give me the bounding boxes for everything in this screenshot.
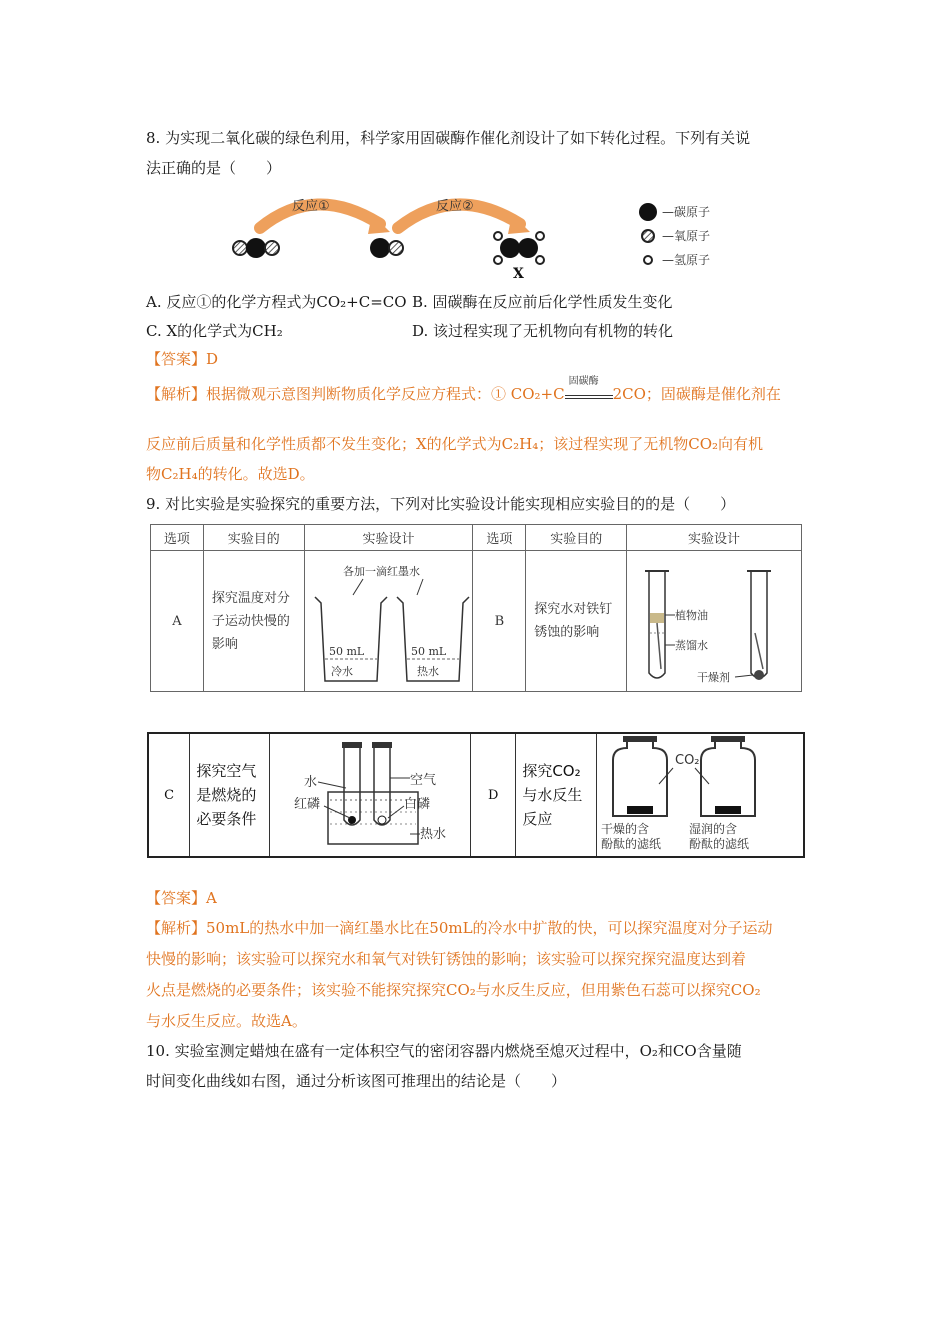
catalyst-equals bbox=[565, 376, 613, 399]
option-a-design bbox=[304, 551, 473, 692]
option-c-design bbox=[270, 733, 471, 857]
option-c-letter: C bbox=[148, 733, 190, 857]
atom-legend bbox=[639, 203, 710, 267]
q10-stem-line2: 时间变化曲线如右图，通过分析该图可推理出的结论是（ ） bbox=[146, 1072, 567, 1090]
q9-table-ab bbox=[150, 524, 802, 692]
header-option-2: 选项 bbox=[473, 525, 526, 551]
red-ink-note: 各加一滴红墨水 bbox=[342, 565, 420, 578]
option-a-purpose: 探究温度对分子运动快慢的影响 bbox=[203, 551, 304, 692]
tube-red-p bbox=[344, 744, 360, 825]
q8-option-d: D. 该过程实现了无机物向有机物的转化 bbox=[412, 322, 674, 340]
dry-paper-label-1: 干燥的含 bbox=[601, 822, 650, 836]
reaction2-label: 反应② bbox=[436, 199, 474, 214]
bottle-dry bbox=[613, 738, 667, 816]
q9-stem: 9. 对比实验是实验探究的重要方法，下列对比实验设计能实现相应实验目的的是（ ） bbox=[146, 495, 736, 513]
oxygen-legend-icon bbox=[642, 230, 654, 242]
option-d-design bbox=[597, 733, 805, 857]
header-design-2: 实验设计 bbox=[627, 525, 802, 551]
header-design: 实验设计 bbox=[304, 525, 473, 551]
red-p-label: 红磷 bbox=[294, 797, 321, 812]
q8-answer: 【答案】D bbox=[146, 350, 219, 368]
hydrogen-legend-icon bbox=[644, 256, 652, 264]
q9-table-cd bbox=[147, 732, 805, 858]
q8-explanation-line1 bbox=[146, 376, 781, 404]
q9-explanation-line1: 【解析】50mL的热水中加一滴红墨水比在50mL的冷水中扩散的快，可以探究温度对分子运动 bbox=[146, 919, 773, 937]
wet-paper-label-1: 湿润的含 bbox=[689, 822, 738, 836]
q9-header-row bbox=[151, 525, 802, 551]
q8-exp-part2: 2CO；固碳酶是催化剂在 bbox=[612, 385, 781, 403]
wet-paper-label-2: 酚酞的滤纸 bbox=[689, 837, 750, 851]
desiccant bbox=[754, 670, 764, 680]
q9-explanation-line2: 快慢的影响；该实验可以探究水和氧气对铁钉锈蚀的影响；该实验可以探究探究温度达到着 bbox=[146, 950, 747, 968]
header-option: 选项 bbox=[151, 525, 204, 551]
reaction1-label: 反应① bbox=[292, 199, 330, 214]
legend-hydrogen: —氢原子 bbox=[662, 253, 711, 267]
oil-label: 植物油 bbox=[675, 609, 709, 622]
beaker-hot-volume: 50 mL bbox=[410, 645, 446, 658]
tube-white-p bbox=[374, 744, 390, 825]
q8-stem-line2: 法正确的是（ ） bbox=[146, 159, 282, 177]
co-molecule bbox=[370, 238, 403, 258]
q8-explanation-line2: 反应前后质量和化学性质都不发生变化；X的化学式为C₂H₄；该过程实现了无机物CO₂向有机 bbox=[146, 435, 764, 453]
beaker-cold-label: 冷水 bbox=[330, 665, 353, 678]
co2-bottles-diagram bbox=[597, 734, 803, 852]
q9-row-cd bbox=[148, 733, 804, 857]
q9-explanation-line4: 与水反生反应。故选A。 bbox=[146, 1012, 307, 1030]
q9-answer: 【答案】A bbox=[146, 889, 217, 907]
option-a-letter: A bbox=[151, 551, 204, 692]
legend-oxygen: —氧原子 bbox=[662, 229, 711, 243]
desiccant-label: 干燥剂 bbox=[697, 671, 731, 684]
option-b-purpose: 探究水对铁钉锈蚀的影响 bbox=[526, 551, 627, 692]
q8-stem-line1: 8. 为实现二氧化碳的绿色利用，科学家用固碳酶作催化剂设计了如下转化过程。下列有关说 bbox=[146, 129, 751, 147]
option-c-purpose: 探究空气是燃烧的必要条件 bbox=[190, 733, 270, 857]
option-b-design bbox=[627, 551, 802, 692]
beaker-cold-volume: 50 mL bbox=[328, 645, 364, 658]
q8-option-a: A. 反应①的化学方程式为CO₂+C=CO bbox=[146, 293, 407, 311]
water-label: 水 bbox=[304, 775, 318, 790]
q9-explanation-line3: 火点是燃烧的必要条件；该实验不能探究探究CO₂与水反生反应，但用紫色石蕊可以探究CO₂ bbox=[146, 981, 761, 999]
co2-molecule bbox=[233, 238, 279, 258]
option-b-letter: B bbox=[473, 551, 526, 692]
beakers-diagram bbox=[305, 551, 471, 687]
white-p-label: 白磷 bbox=[404, 797, 431, 812]
q8-option-c: C. X的化学式为CH₂ bbox=[146, 322, 283, 340]
q8-reaction-diagram bbox=[220, 188, 740, 280]
catalyst-condition: 固碳酶 bbox=[568, 376, 599, 387]
phosphorus-diagram bbox=[270, 734, 470, 852]
test-tubes-diagram bbox=[627, 551, 799, 687]
tube-dry bbox=[751, 571, 767, 678]
bottle-wet bbox=[701, 738, 755, 816]
x-label: X bbox=[513, 266, 524, 280]
carbon-legend-icon bbox=[639, 203, 657, 221]
q8-exp-part1: 【解析】根据微观示意图判断物质化学反应方程式：① CO₂+C bbox=[146, 385, 565, 403]
option-d-purpose: 探究CO₂与水反生反应 bbox=[516, 733, 597, 857]
x-molecule bbox=[494, 232, 544, 264]
co2-label: CO₂ bbox=[675, 753, 700, 768]
oil-layer bbox=[650, 613, 664, 623]
hot-water-label: 热水 bbox=[420, 827, 447, 842]
beaker-hot-label: 热水 bbox=[416, 665, 439, 678]
header-purpose: 实验目的 bbox=[203, 525, 304, 551]
q10-stem-line1: 10. 实验室测定蜡烛在盛有一定体积空气的密闭容器内燃烧至熄灭过程中，O₂和CO含量随 bbox=[146, 1042, 742, 1060]
q9-row-ab bbox=[151, 551, 802, 692]
q8-explanation-line3: 物C₂H₄的转化。故选D。 bbox=[146, 465, 315, 483]
air-label: 空气 bbox=[410, 773, 437, 788]
dry-paper-label-2: 酚酞的滤纸 bbox=[601, 837, 662, 851]
water-label: 蒸馏水 bbox=[675, 639, 709, 652]
header-purpose-2: 实验目的 bbox=[526, 525, 627, 551]
q8-option-b: B. 固碳酶在反应前后化学性质发生变化 bbox=[412, 293, 673, 311]
legend-carbon: —碳原子 bbox=[662, 205, 711, 219]
option-d-letter: D bbox=[471, 733, 516, 857]
